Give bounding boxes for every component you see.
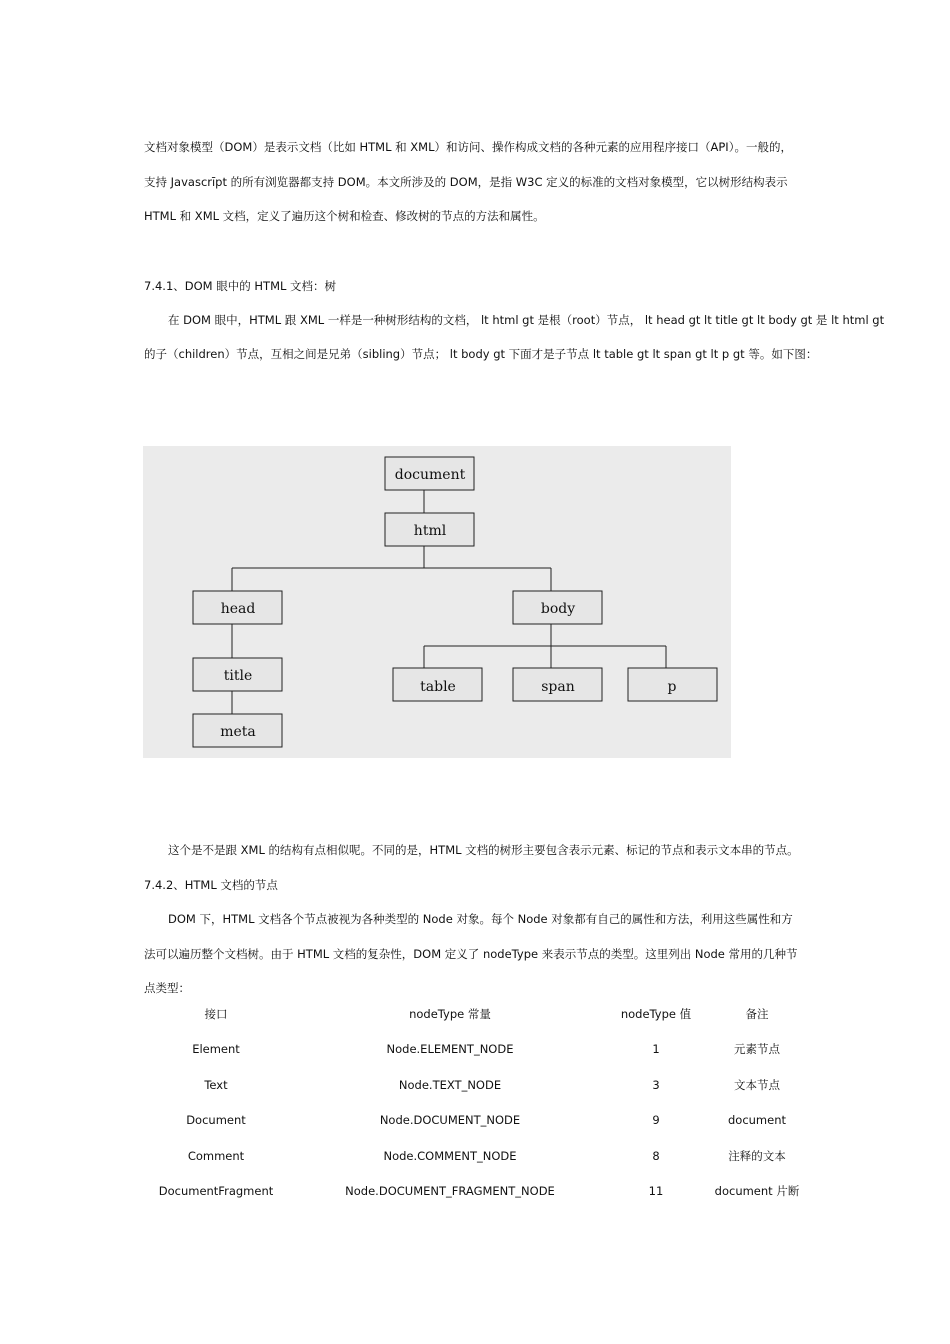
svg-text:html: html [413, 523, 447, 539]
svg-text:title: title [223, 668, 253, 684]
nodes-para-line-2: 法可以遍历整个文档树。由于 HTML 文档的复杂性，DOM 定义了 nodeType 来表示节点的类型。这里列出 Node 常用的几种节 [144, 947, 798, 961]
svg-text:p: p [667, 679, 677, 695]
cell-constant: Node.COMMENT_NODE [383, 1148, 517, 1163]
node-p [628, 668, 717, 701]
cell-value: 8 [652, 1148, 660, 1163]
cell-constant: Node.DOCUMENT_FRAGMENT_NODE [345, 1184, 555, 1199]
cell-interface: Text [204, 1077, 228, 1092]
svg-text:meta: meta [220, 724, 256, 740]
svg-text:head: head [220, 601, 256, 617]
dom-tree-para-line-2: 的子（children）节点，互相之间是兄弟（sibling）节点； lt body gt 下面才是子节点 lt table gt lt span gt lt p gt 等。如下图： [144, 347, 818, 361]
header-remark: 备注 [745, 1006, 769, 1021]
cell-remark: 注释的文本 [728, 1148, 786, 1163]
cell-interface: Comment [187, 1148, 245, 1163]
intro-line-1: 文档对象模型（DOM）是表示文档（比如 HTML 和 XML）和访问、操作构成文档的各种元素的应用程序接口（API）。一般的， [144, 140, 792, 154]
cell-remark: 元素节点 [734, 1042, 780, 1057]
table-row [144, 1138, 814, 1174]
cell-value: 9 [652, 1113, 660, 1128]
header-nodetype-constant: nodeType 常量 [409, 1006, 491, 1021]
cell-constant: Node.DOCUMENT_NODE [379, 1113, 521, 1128]
node-html [385, 513, 474, 546]
svg-text:body: body [540, 601, 576, 617]
cell-interface: DocumentFragment [158, 1184, 274, 1199]
header-interface: 接口 [204, 1006, 228, 1021]
cell-value: 1 [652, 1042, 660, 1057]
dom-tree-svg [143, 446, 731, 758]
nodes-para-line-1: DOM 下，HTML 文档各个节点被视为各种类型的 Node 对象。每个 Node 对象都有自己的属性和方法，利用这些属性和方 [168, 912, 793, 926]
node-span [513, 668, 602, 701]
cell-value: 11 [648, 1184, 664, 1199]
cell-remark: document 片断 [714, 1184, 800, 1199]
node-body [513, 591, 602, 624]
table-row [144, 1067, 814, 1103]
dom-tree-para-line-1: 在 DOM 眼中，HTML 跟 XML 一样是一种树形结构的文档， lt html gt 是根（root）节点， lt head gt lt title gt lt body gt 是 lt html gt [168, 313, 885, 327]
svg-text:table: table [420, 679, 456, 695]
table-header-row [144, 996, 814, 1032]
nodes-para-line-3: 点类型： [144, 981, 190, 995]
cell-constant: Node.ELEMENT_NODE [386, 1042, 514, 1057]
node-table [393, 668, 482, 701]
cell-interface: Element [192, 1042, 240, 1057]
table-row [144, 1103, 814, 1139]
section-heading-html-nodes: 7.4.2、HTML 文档的节点 [144, 878, 278, 892]
cell-value: 3 [652, 1077, 660, 1092]
node-type-table [144, 996, 814, 1209]
svg-text:document: document [394, 467, 466, 483]
node-head [193, 591, 282, 624]
node-meta [193, 714, 282, 747]
cell-constant: Node.TEXT_NODE [398, 1077, 502, 1092]
cell-remark: 文本节点 [734, 1077, 780, 1092]
after-diagram-text: 这个是不是跟 XML 的结构有点相似呢。不同的是，HTML 文档的树形主要包含表示元素、标记的节点和表示文本串的节点。 [168, 843, 799, 857]
table-row [144, 1032, 814, 1068]
node-title [193, 658, 282, 691]
table-row [144, 1174, 814, 1210]
node-document [385, 457, 474, 490]
cell-remark: document [727, 1113, 787, 1128]
intro-line-3: HTML 和 XML 文档，定义了遍历这个树和检查、修改树的节点的方法和属性。 [144, 209, 545, 223]
dom-tree-diagram [143, 446, 731, 758]
cell-interface: Document [186, 1113, 246, 1128]
svg-text:span: span [541, 679, 575, 695]
header-nodetype-value: nodeType 值 [620, 1006, 692, 1021]
section-heading-dom-tree: 7.4.1、DOM 眼中的 HTML 文档：树 [144, 279, 337, 293]
intro-line-2: 支持 Javascrīpt 的所有浏览器都支持 DOM。本文所涉及的 DOM，是指 W3C 定义的标准的文档对象模型，它以树形结构表示 [144, 175, 788, 189]
